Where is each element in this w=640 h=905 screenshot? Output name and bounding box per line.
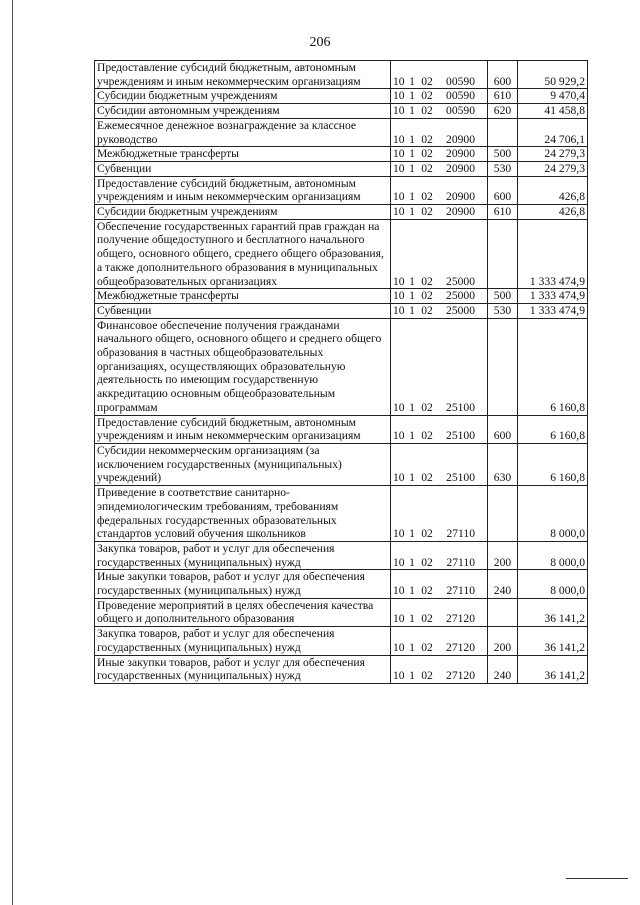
code-part: 00590 <box>446 104 475 118</box>
table-row <box>95 89 588 104</box>
row-code <box>391 318 488 415</box>
row-code <box>391 205 488 220</box>
row-expense-type <box>488 118 518 146</box>
code-part: 1 <box>409 527 415 541</box>
row-amount: 6 160,8 <box>518 415 588 443</box>
row-name: Приведение в соответствие санитарно-эпидемиологическим требованиям, требованиям федеральных государственных образовательных стандартов условий обучения школьников <box>95 486 391 542</box>
code-part: 10 <box>393 471 405 485</box>
row-code <box>391 161 488 176</box>
row-name: Субсидии некоммерческим организациям (за исключением государственных (муниципальных) учреждений) <box>95 443 391 485</box>
code-part: 02 <box>421 190 433 204</box>
row-code <box>391 147 488 162</box>
row-name: Межбюджетные трансферты <box>95 147 391 162</box>
code-part: 10 <box>393 147 405 161</box>
row-name: Закупка товаров, работ и услуг для обеспечения государственных (муниципальных) нужд <box>95 541 391 569</box>
table-row <box>95 118 588 146</box>
table-row <box>95 289 588 304</box>
row-code <box>391 118 488 146</box>
row-code <box>391 541 488 569</box>
row-expense-type <box>488 486 518 542</box>
code-part: 1 <box>409 471 415 485</box>
code-part: 1 <box>409 147 415 161</box>
table-row <box>95 655 588 683</box>
row-amount: 36 141,2 <box>518 598 588 626</box>
code-part: 20900 <box>446 132 475 146</box>
row-expense-type: 240 <box>488 655 518 683</box>
code-part: 20900 <box>446 190 475 204</box>
row-amount: 50 929,2 <box>518 61 588 89</box>
row-amount: 24 279,3 <box>518 147 588 162</box>
row-name: Субвенции <box>95 303 391 318</box>
row-name: Обеспечение государственных гарантий прав граждан на получение общедоступного и бесплатного начального общего, основного общего, среднего общего образования, а также дополнительного образования в муниципальных общеобразовательных организациях <box>95 219 391 289</box>
row-expense-type: 600 <box>488 61 518 89</box>
table-row <box>95 161 588 176</box>
row-code <box>391 104 488 119</box>
table-row <box>95 205 588 220</box>
row-expense-type: 530 <box>488 303 518 318</box>
code-part: 10 <box>393 289 405 303</box>
code-part: 00590 <box>446 74 475 88</box>
code-part: 1 <box>409 429 415 443</box>
code-part: 02 <box>421 161 433 175</box>
budget-table <box>94 60 588 684</box>
row-expense-type: 610 <box>488 89 518 104</box>
row-code <box>391 443 488 485</box>
code-part: 10 <box>393 190 405 204</box>
code-part: 10 <box>393 612 405 626</box>
code-part: 20900 <box>446 161 475 175</box>
code-part: 10 <box>393 640 405 654</box>
row-name: Проведение мероприятий в целях обеспечения качества общего и дополнительного образования <box>95 598 391 626</box>
code-part: 27120 <box>446 669 475 683</box>
code-part: 25000 <box>446 289 475 303</box>
scan-margin-line <box>12 0 13 905</box>
code-part: 10 <box>393 400 405 414</box>
code-part: 1 <box>409 584 415 598</box>
row-code <box>391 61 488 89</box>
row-name: Финансовое обеспечение получения гражданами начального общего, основного общего и среднего общего образования в частных общеобразовательных организациях, осуществляющих образовательную деятельность по имеющим государственную аккредитацию основным общеобразовательным программам <box>95 318 391 415</box>
code-part: 1 <box>409 205 415 219</box>
code-part: 02 <box>421 132 433 146</box>
code-part: 1 <box>409 89 415 103</box>
code-part: 27110 <box>446 527 475 541</box>
code-part: 1 <box>409 104 415 118</box>
row-name: Ежемесячное денежное вознаграждение за классное руководство <box>95 118 391 146</box>
row-code <box>391 303 488 318</box>
code-part: 00590 <box>446 89 475 103</box>
table-row <box>95 598 588 626</box>
row-amount: 36 141,2 <box>518 655 588 683</box>
row-amount: 8 000,0 <box>518 570 588 598</box>
row-name: Закупка товаров, работ и услуг для обеспечения государственных (муниципальных) нужд <box>95 627 391 655</box>
code-part: 27110 <box>446 555 475 569</box>
code-part: 10 <box>393 429 405 443</box>
code-part: 1 <box>409 640 415 654</box>
row-name: Субсидии бюджетным учреждениям <box>95 89 391 104</box>
row-code <box>391 486 488 542</box>
row-amount: 9 470,4 <box>518 89 588 104</box>
code-part: 1 <box>409 274 415 288</box>
page-number: 206 <box>309 35 331 50</box>
code-part: 27120 <box>446 612 475 626</box>
row-amount: 8 000,0 <box>518 486 588 542</box>
code-part: 27110 <box>446 584 475 598</box>
row-code <box>391 415 488 443</box>
code-part: 10 <box>393 205 405 219</box>
table-row <box>95 570 588 598</box>
code-part: 02 <box>421 289 433 303</box>
code-part: 25100 <box>446 429 475 443</box>
row-amount: 41 458,8 <box>518 104 588 119</box>
row-code <box>391 627 488 655</box>
row-expense-type: 630 <box>488 443 518 485</box>
code-part: 02 <box>421 584 433 598</box>
table-row <box>95 104 588 119</box>
row-amount: 426,8 <box>518 205 588 220</box>
code-part: 10 <box>393 274 405 288</box>
code-part: 20900 <box>446 147 475 161</box>
code-part: 25000 <box>446 274 475 288</box>
code-part: 10 <box>393 555 405 569</box>
row-code <box>391 219 488 289</box>
row-code <box>391 176 488 204</box>
code-part: 25100 <box>446 400 475 414</box>
code-part: 1 <box>409 190 415 204</box>
code-part: 02 <box>421 640 433 654</box>
table-row <box>95 176 588 204</box>
code-part: 10 <box>393 104 405 118</box>
row-expense-type: 610 <box>488 205 518 220</box>
row-amount: 8 000,0 <box>518 541 588 569</box>
code-part: 02 <box>421 303 433 317</box>
code-part: 27120 <box>446 640 475 654</box>
row-expense-type: 200 <box>488 627 518 655</box>
code-part: 1 <box>409 669 415 683</box>
row-code <box>391 89 488 104</box>
row-expense-type <box>488 598 518 626</box>
code-part: 02 <box>421 612 433 626</box>
table-row <box>95 541 588 569</box>
row-name: Межбюджетные трансферты <box>95 289 391 304</box>
row-code <box>391 655 488 683</box>
code-part: 25000 <box>446 303 475 317</box>
row-amount: 1 333 474,9 <box>518 303 588 318</box>
table-row <box>95 147 588 162</box>
row-expense-type: 240 <box>488 570 518 598</box>
code-part: 02 <box>421 274 433 288</box>
code-part: 10 <box>393 669 405 683</box>
code-part: 20900 <box>446 205 475 219</box>
row-expense-type: 500 <box>488 147 518 162</box>
row-amount: 1 333 474,9 <box>518 289 588 304</box>
code-part: 1 <box>409 161 415 175</box>
footer-rule <box>566 878 628 879</box>
table-row <box>95 443 588 485</box>
row-name: Субсидии автономным учреждениям <box>95 104 391 119</box>
row-name: Субсидии бюджетным учреждениям <box>95 205 391 220</box>
code-part: 10 <box>393 161 405 175</box>
code-part: 1 <box>409 555 415 569</box>
row-expense-type: 500 <box>488 289 518 304</box>
table-row <box>95 415 588 443</box>
code-part: 25100 <box>446 471 475 485</box>
row-expense-type: 600 <box>488 415 518 443</box>
code-part: 02 <box>421 104 433 118</box>
row-expense-type: 620 <box>488 104 518 119</box>
row-amount: 6 160,8 <box>518 318 588 415</box>
budget-table-body <box>95 61 588 684</box>
row-amount: 1 333 474,9 <box>518 219 588 289</box>
row-code <box>391 598 488 626</box>
code-part: 10 <box>393 527 405 541</box>
code-part: 02 <box>421 400 433 414</box>
row-expense-type: 600 <box>488 176 518 204</box>
code-part: 10 <box>393 584 405 598</box>
code-part: 1 <box>409 132 415 146</box>
code-part: 02 <box>421 471 433 485</box>
row-code <box>391 289 488 304</box>
code-part: 02 <box>421 147 433 161</box>
code-part: 1 <box>409 400 415 414</box>
row-name: Иные закупки товаров, работ и услуг для обеспечения государственных (муниципальных) нужд <box>95 570 391 598</box>
row-code <box>391 570 488 598</box>
code-part: 10 <box>393 89 405 103</box>
row-amount: 426,8 <box>518 176 588 204</box>
code-part: 02 <box>421 205 433 219</box>
code-part: 10 <box>393 303 405 317</box>
table-row <box>95 486 588 542</box>
table-row <box>95 303 588 318</box>
table-row <box>95 627 588 655</box>
table-row <box>95 61 588 89</box>
code-part: 02 <box>421 555 433 569</box>
row-name: Предоставление субсидий бюджетным, автономным учреждениям и иным некоммерческим организациям <box>95 176 391 204</box>
code-part: 02 <box>421 527 433 541</box>
code-part: 02 <box>421 669 433 683</box>
code-part: 02 <box>421 89 433 103</box>
row-name: Предоставление субсидий бюджетным, автономным учреждениям и иным некоммерческим организациям <box>95 415 391 443</box>
row-name: Иные закупки товаров, работ и услуг для обеспечения государственных (муниципальных) нужд <box>95 655 391 683</box>
table-row <box>95 318 588 415</box>
row-amount: 24 279,3 <box>518 161 588 176</box>
row-expense-type <box>488 219 518 289</box>
code-part: 10 <box>393 74 405 88</box>
code-part: 1 <box>409 289 415 303</box>
row-amount: 6 160,8 <box>518 443 588 485</box>
row-name: Субвенции <box>95 161 391 176</box>
row-amount: 24 706,1 <box>518 118 588 146</box>
row-expense-type: 200 <box>488 541 518 569</box>
row-expense-type: 530 <box>488 161 518 176</box>
code-part: 02 <box>421 429 433 443</box>
row-amount: 36 141,2 <box>518 627 588 655</box>
table-row <box>95 219 588 289</box>
code-part: 02 <box>421 74 433 88</box>
code-part: 1 <box>409 303 415 317</box>
row-expense-type <box>488 318 518 415</box>
row-name: Предоставление субсидий бюджетным, автономным учреждениям и иным некоммерческим организациям <box>95 61 391 89</box>
code-part: 1 <box>409 74 415 88</box>
code-part: 1 <box>409 612 415 626</box>
code-part: 10 <box>393 132 405 146</box>
